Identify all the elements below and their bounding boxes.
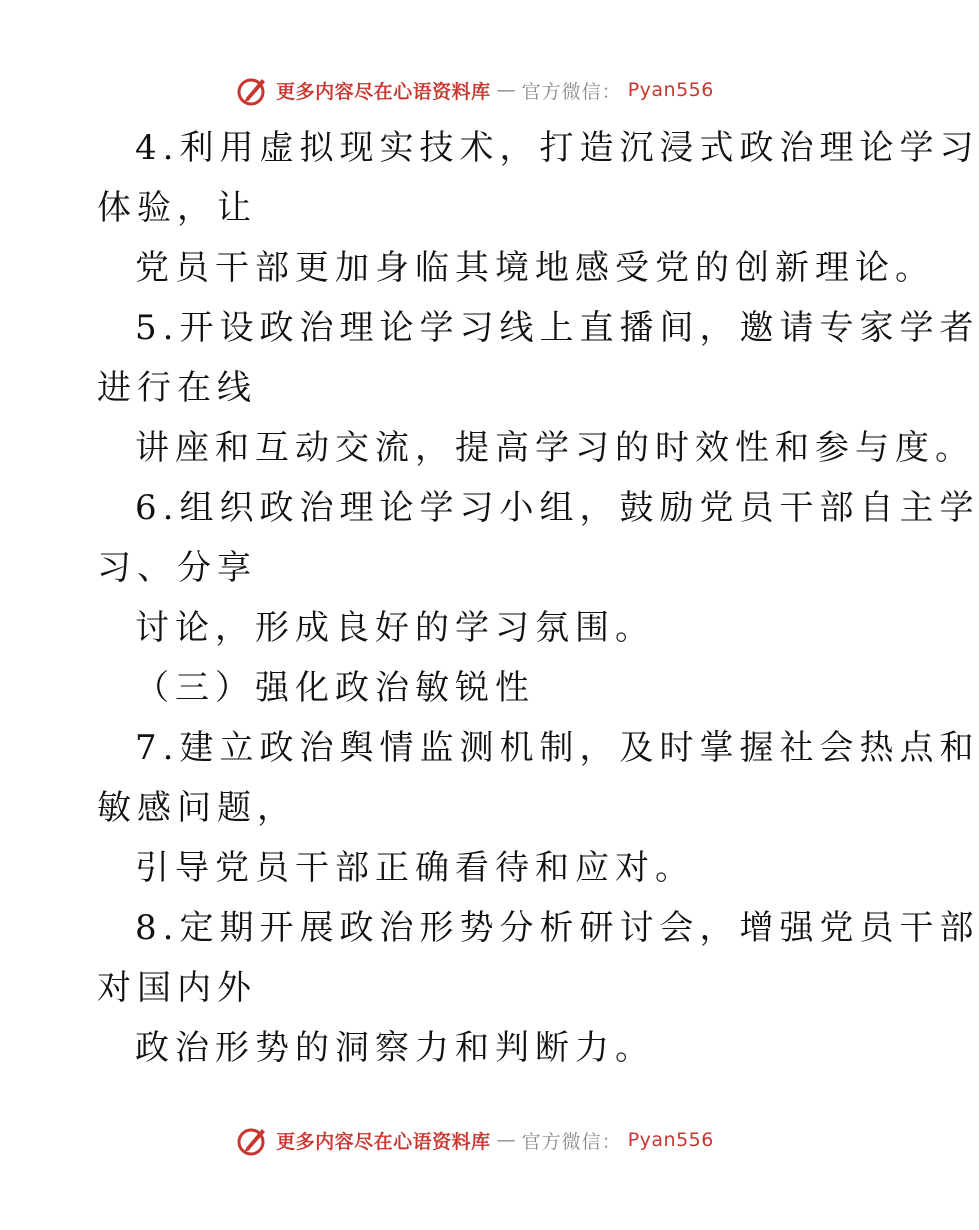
watermark-separator: —: [496, 79, 516, 101]
watermark-brand-text: 更多内容尽在心语资料库: [276, 80, 491, 103]
paragraph-line: 进行在线: [97, 368, 257, 408]
watermark-wechat-id: Pyan556: [627, 1129, 714, 1151]
watermark-wechat-label: 官方微信：: [521, 80, 622, 103]
paragraph-line: 习、分享: [97, 548, 257, 588]
paragraph-line: 党员干部更加身临其境地感受党的创新理论。: [135, 248, 935, 288]
header-watermark-banner: [0, 68, 950, 112]
watermark-brand-text: 更多内容尽在心语资料库: [276, 1130, 491, 1153]
watermark-wechat-label: 官方微信：: [521, 1130, 622, 1153]
quill-pen-logo-icon: [236, 73, 270, 107]
paragraph-line: 对国内外: [97, 968, 257, 1008]
footer-watermark-banner: [0, 1118, 950, 1162]
paragraph-line: 引导党员干部正确看待和应对。: [135, 848, 695, 888]
document-body: [97, 118, 979, 1078]
paragraph-line: 讨论，形成良好的学习氛围。: [135, 608, 655, 648]
paragraph-line: 4.利用虚拟现实技术，打造沉浸式政治理论学习: [135, 128, 979, 168]
quill-pen-logo-icon: [236, 1123, 270, 1157]
watermark-separator: —: [496, 1129, 516, 1151]
watermark-wechat-id: Pyan556: [627, 79, 714, 101]
paragraph-line: 8.定期开展政治形势分析研讨会，增强党员干部: [135, 908, 979, 948]
section-heading: （三）强化政治敏锐性: [135, 668, 535, 708]
paragraph-line: 政治形势的洞察力和判断力。: [135, 1028, 655, 1068]
paragraph-line: 体验，让: [97, 188, 257, 228]
paragraph-line: 讲座和互动交流，提高学习的时效性和参与度。: [135, 428, 975, 468]
paragraph-line: 敏感问题，: [97, 788, 297, 828]
paragraph-line: 5.开设政治理论学习线上直播间，邀请专家学者: [135, 308, 979, 348]
paragraph-line: 7.建立政治舆情监测机制，及时掌握社会热点和: [135, 728, 979, 768]
paragraph-line: 6.组织政治理论学习小组，鼓励党员干部自主学: [135, 488, 979, 528]
